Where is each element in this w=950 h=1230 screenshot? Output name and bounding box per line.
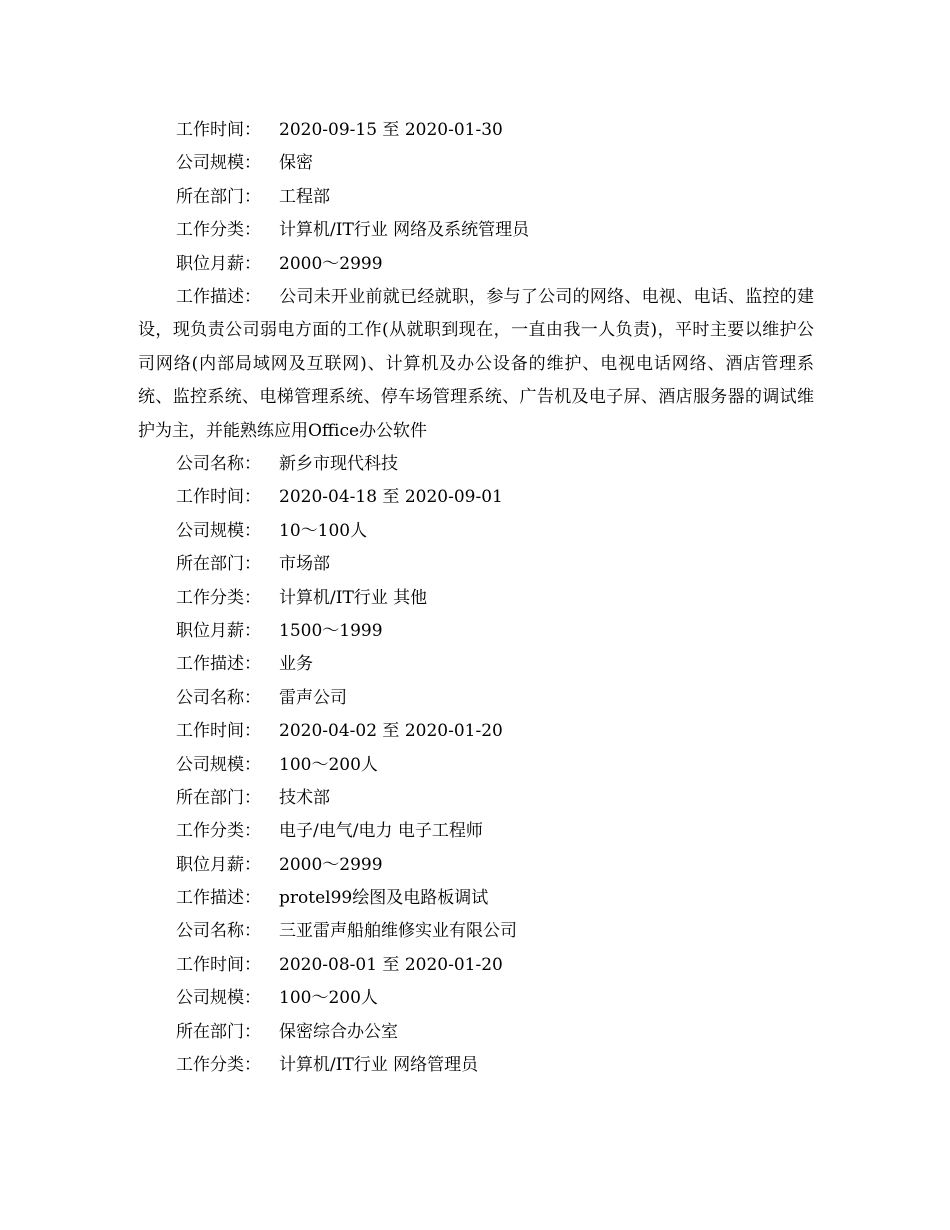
field-label: 工作时间： (176, 487, 261, 508)
field-value: 2000～2999 (279, 253, 383, 274)
field-row (138, 749, 814, 782)
field-label: 职位月薪： (176, 253, 261, 274)
field-value: 2020-04-18 至 2020-09-01 (279, 487, 503, 508)
field-label: 公司规模： (176, 520, 261, 541)
work-entries-2-4 (138, 448, 814, 1082)
field-label: 公司名称： (176, 687, 261, 708)
field-value: 保密综合办公室 (279, 1021, 398, 1042)
field-label: 工作描述： (176, 888, 261, 909)
field-label: 所在部门： (176, 554, 261, 575)
field-label: 工作描述： (176, 654, 261, 675)
field-row (138, 715, 814, 748)
field-value: 计算机/IT行业 其他 (279, 587, 428, 608)
field-value: 电子/电气/电力 电子工程师 (279, 821, 483, 842)
field-row (138, 448, 814, 481)
field-value: 技术部 (279, 787, 330, 808)
field-row (138, 849, 814, 882)
field-label: 所在部门： (176, 1021, 261, 1042)
field-value: 工程部 (279, 186, 330, 207)
field-row (138, 548, 814, 581)
field-value: 雷声公司 (279, 687, 347, 708)
field-value: 2020-09-15 至 2020-01-30 (279, 120, 503, 140)
field-label: 工作时间： (176, 120, 261, 140)
field-row (138, 982, 814, 1015)
field-value: 计算机/IT行业 网络管理员 (279, 1055, 479, 1076)
field-label: 公司规模： (176, 754, 261, 775)
field-label: 工作时间： (176, 721, 261, 742)
field-row (138, 615, 814, 648)
field-label: 工作分类： (176, 587, 261, 608)
field-row (138, 181, 814, 214)
field-label: 公司名称： (176, 921, 261, 942)
field-label: 工作分类： (176, 1055, 261, 1076)
resume-work-history (138, 114, 814, 1082)
field-label: 公司规模： (176, 988, 261, 1009)
field-row (138, 915, 814, 948)
field-label: 公司名称： (176, 453, 261, 474)
field-row (138, 481, 814, 514)
field-row (138, 682, 814, 715)
field-row (138, 1016, 814, 1049)
field-value: 10～100人 (279, 520, 368, 541)
field-value: 三亚雷声船舶维修实业有限公司 (279, 921, 517, 942)
field-row (138, 214, 814, 247)
field-label: 工作时间： (176, 954, 261, 975)
field-row (138, 648, 814, 681)
field-label: 工作分类： (176, 821, 261, 842)
field-value: 1500～1999 (279, 620, 383, 641)
field-value: 100～200人 (279, 988, 378, 1009)
field-row (138, 582, 814, 615)
work-entry-1 (138, 114, 814, 281)
field-label: 所在部门： (176, 787, 261, 808)
field-label: 工作描述： (176, 286, 261, 307)
field-row (138, 515, 814, 548)
field-value: 100～200人 (279, 754, 378, 775)
field-row (138, 147, 814, 180)
field-row (138, 248, 814, 281)
field-value: 2000～2999 (279, 854, 383, 875)
field-row (138, 949, 814, 982)
field-label: 职位月薪： (176, 620, 261, 641)
field-label: 所在部门： (176, 186, 261, 207)
field-label: 工作分类： (176, 220, 261, 241)
field-value: 2020-08-01 至 2020-01-20 (279, 954, 503, 975)
work-description (138, 281, 814, 448)
field-value: 保密 (279, 153, 313, 174)
field-value: protel99绘图及电路板调试 (279, 888, 489, 909)
field-row (138, 815, 814, 848)
field-row (138, 882, 814, 915)
field-value: 市场部 (279, 554, 330, 575)
field-value: 业务 (279, 654, 313, 675)
field-row (138, 1049, 814, 1082)
field-value: 新乡市现代科技 (279, 453, 398, 474)
field-value: 2020-04-02 至 2020-01-20 (279, 721, 503, 742)
field-value: 公司未开业前就已经就职，参与了公司的网络、电视、电话、监控的建设，现负责公司弱电方面的工作(从就职到现在，一直由我一人负责)，平时主要以维护公司网络(内部局域网及互联网)、计算机及办公设备的维护、电视电话网络、酒店管理系统、监控系统、电梯管理系统、停车场管理系统、广告机及电子屏、酒店服务器的调试维护为主，并能熟练应用Office办公软件 (138, 286, 814, 441)
field-value: 计算机/IT行业 网络及系统管理员 (279, 220, 530, 241)
field-label: 公司规模： (176, 153, 261, 174)
field-label: 职位月薪： (176, 854, 261, 875)
field-row (138, 114, 814, 147)
field-row (138, 782, 814, 815)
